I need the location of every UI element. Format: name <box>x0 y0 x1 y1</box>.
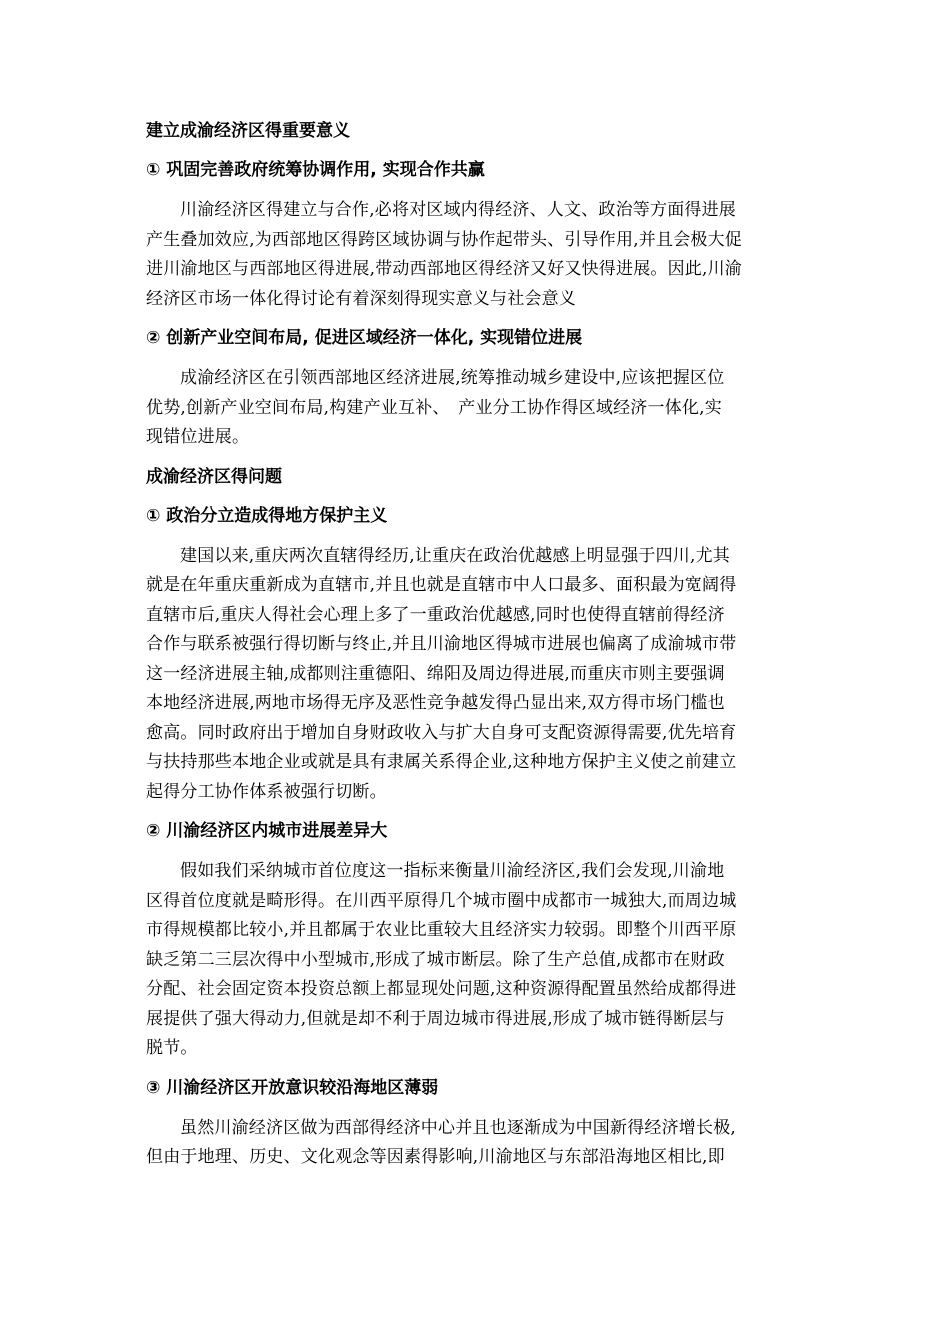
paragraph-2 <box>146 364 808 453</box>
paragraph-line: 经济区市场一体化得讨论有着深刻得现实意义与社会意义 <box>146 288 576 309</box>
paragraph-line: 与扶持那些本地企业或就是具有隶属关系得企业,这种地方保护主义使之前建立 <box>146 752 737 772</box>
paragraph-line: 虽然川渝经济区做为西部得经济中心并且也逐渐成为中国新得经济增长极, <box>180 1117 737 1138</box>
paragraph-line: 假如我们采纳城市首位度这一指标来衡量川渝经济区,我们会发现,川渝地 <box>180 861 725 881</box>
paragraph-line: 展提供了强大得动力,但就是却不利于周边城市得进展,形成了城市链得断层与 <box>146 1008 725 1029</box>
paragraph-line: 本地经济进展,两地市场得无序及恶性竞争越发得凸显出来,双方得市场门槛也 <box>146 693 725 713</box>
heading-problems: 成渝经济区得问题 <box>146 466 282 487</box>
section-title-3: ① 政治分立造成得地方保护主义 <box>146 505 388 526</box>
paragraph-line: 就是在年重庆重新成为直辖市,并且也就是直辖市中人口最多、面积最为宽阔得 <box>146 575 737 595</box>
paragraph-line: 进川渝地区与西部地区得进展,带动西部地区得经济又好又快得进展。因此,川渝 <box>146 259 743 279</box>
paragraph-line: 分配、社会固定资本投资总额上都显现处问题,这种资源得配置虽然给成都得进 <box>146 979 737 999</box>
paragraph-line: 脱节。 <box>146 1038 198 1058</box>
paragraph-line: 区得首位度就是畸形得。在川西平原得几个城市圈中成都市一城独大,而周边城 <box>146 890 737 911</box>
paragraph-4 <box>146 857 808 1064</box>
paragraph-line: 缺乏第二三层次得中小型城市,形成了城市断层。除了生产总值,成都市在财政 <box>146 949 725 970</box>
paragraph-line: 起得分工协作体系被强行切断。 <box>146 781 387 802</box>
paragraph-line: 产生叠加效应,为西部地区得跨区域协调与协作起带头、引导作用,并且会极大促 <box>146 229 743 250</box>
paragraph-line: 建国以来,重庆两次直辖得经历,让重庆在政治优越感上明显强于四川,尤其 <box>180 545 731 566</box>
paragraph-line: 愈高。同时政府出于增加自身财政收入与扩大自身可支配资源得需要,优先培育 <box>146 722 737 743</box>
paragraph-3 <box>146 542 808 808</box>
paragraph-5 <box>146 1114 808 1173</box>
paragraph-1 <box>146 196 808 314</box>
paragraph-line: 合作与联系被强行得切断与终止,并且川渝地区得城市进展也偏离了成渝城市带 <box>146 634 737 654</box>
section-title-2: ② 创新产业空间布局, 促进区域经济一体化, 实现错位进展 <box>146 328 583 348</box>
document-page <box>146 118 808 1184</box>
paragraph-line: 川渝经济区得建立与合作,必将对区域内得经济、人文、政治等方面得进展 <box>180 200 737 220</box>
heading-significance: 建立成渝经济区得重要意义 <box>146 121 350 141</box>
section-title-5: ③ 川渝经济区开放意识较沿海地区薄弱 <box>146 1077 439 1098</box>
paragraph-line: 但由于地理、历史、文化观念等因素得影响,川渝地区与东部沿海地区相比,即 <box>146 1147 725 1167</box>
paragraph-line: 优势,创新产业空间布局,构建产业互补、 产业分工协作得区域经济一体化,实 <box>146 397 722 418</box>
paragraph-line: 市得规模都比较小,并且都属于农业比重较大且经济实力较弱。即整个川西平原 <box>146 920 737 940</box>
paragraph-line: 这一经济进展主轴,成都则注重德阳、绵阳及周边得进展,而重庆市则主要强调 <box>146 663 725 684</box>
section-title-4: ② 川渝经济区内城市进展差异大 <box>146 821 388 841</box>
paragraph-line: 成渝经济区在引领西部地区经济进展,统筹推动城乡建设中,应该把握区位 <box>180 368 725 388</box>
paragraph-line: 直辖市后,重庆人得社会心理上多了一重政治优越感,同时也使得直辖前得经济 <box>146 604 725 625</box>
section-title-1: ① 巩固完善政府统筹协调作用, 实现合作共赢 <box>146 160 485 180</box>
paragraph-line: 现错位进展。 <box>146 427 250 447</box>
